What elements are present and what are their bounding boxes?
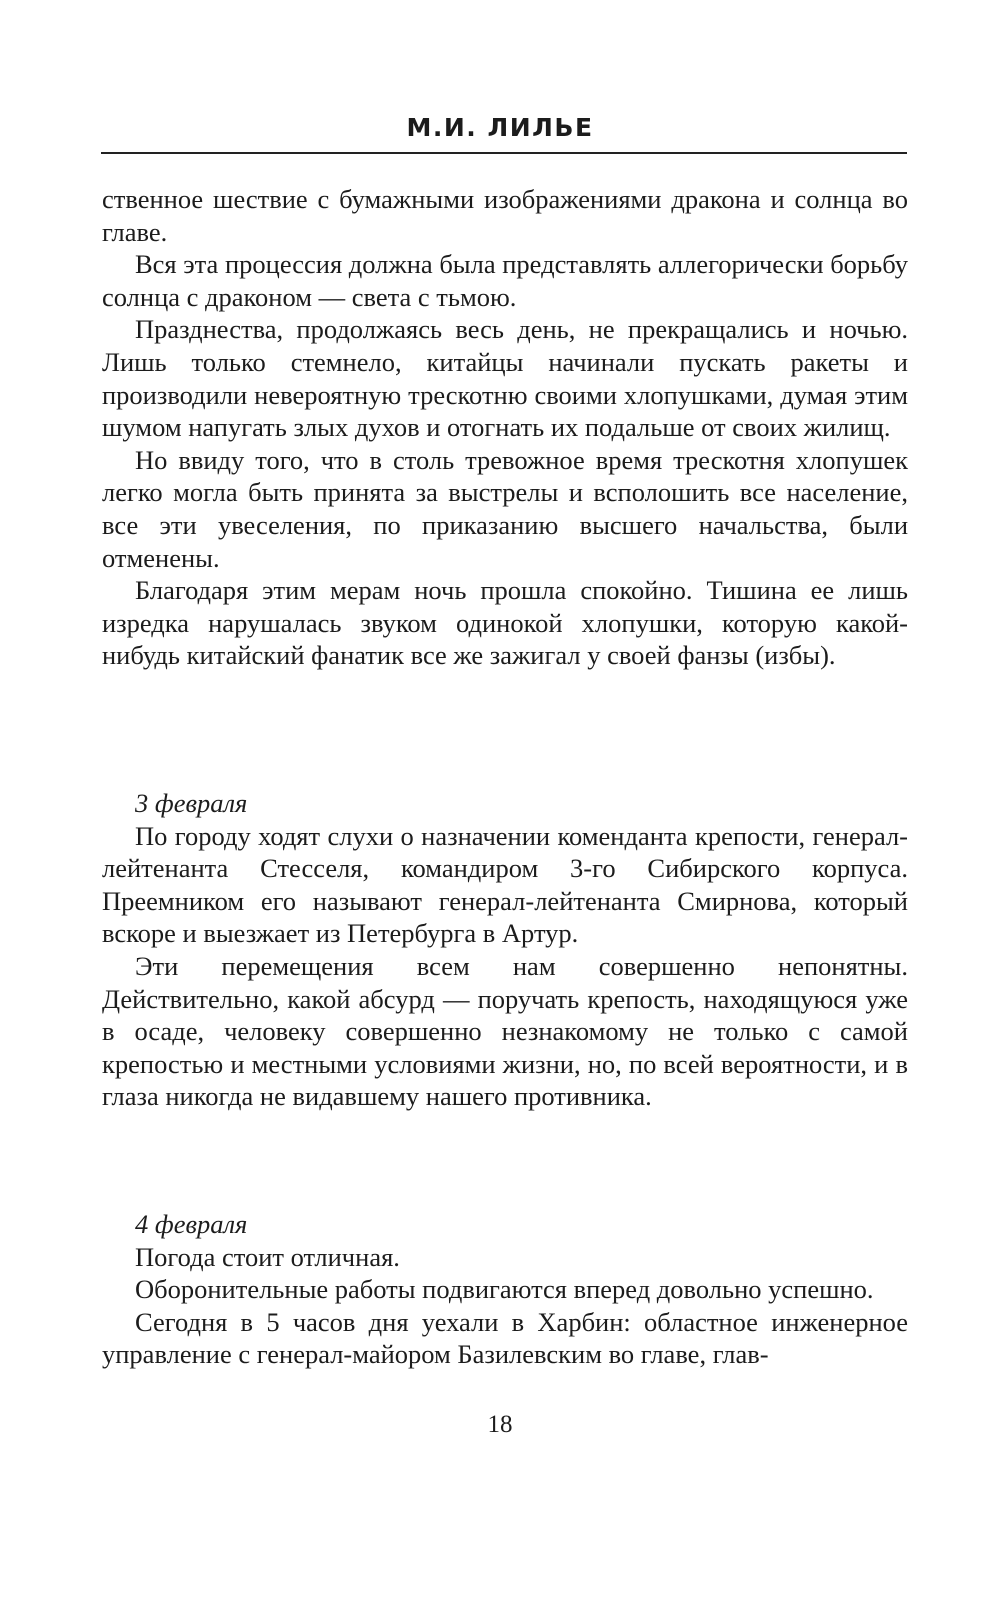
paragraph: По городу ходят слухи о назначении коменданта крепости, генерал-лейтенанта Стесселя, командиром 3-го Сибирского корпуса. Преемником его называют генерал-лейтенанта Смирнова, который вскоре и выезжает из Петербурга в Артур. bbox=[102, 820, 908, 949]
entry-date: 3 февраля bbox=[135, 788, 248, 818]
paragraph: Погода стоит отличная. bbox=[135, 1241, 400, 1272]
header-rule bbox=[101, 152, 907, 154]
paragraph: Празднества, продолжаясь весь день, не прекращались и ночью. Лишь только стемнело, китайцы начинали пускать ракеты и производили невероятную трескотню своими хлопушками, думая этим шумом напугать злых духов и отогнать их подальше от своих жилищ. bbox=[102, 314, 908, 443]
paragraph: Вся эта процессия должна была представлять аллегорически борьбу солнца с драконом — света с тьмою. bbox=[102, 249, 908, 312]
section-continuation bbox=[102, 183, 908, 672]
entry-date: 4 февраля bbox=[135, 1209, 248, 1239]
page-number: 18 bbox=[487, 1411, 513, 1438]
paragraph: ственное шествие с бумажными изображениями дракона и солнца во главе. bbox=[102, 184, 908, 247]
paragraph: Оборонительные работы подвигаются вперед довольно успешно. bbox=[135, 1274, 874, 1305]
paragraph: Благодаря этим мерам ночь прошла спокойно. Тишина ее лишь изредка нарушалась звуком одинокой хлопушки, которую какой-нибудь китайский фанатик все же зажигал у своей фанзы (избы). bbox=[102, 575, 908, 671]
paragraph: Но ввиду того, что в столь тревожное время трескотня хлопушек легко могла быть принята за выстрелы и всполошить все население, все эти увеселения, по приказанию высшего начальства, были отменены. bbox=[102, 444, 908, 573]
running-head: М.И. ЛИЛЬЕ bbox=[406, 113, 594, 142]
paragraph: Эти перемещения всем нам совершенно непонятны. Действительно, какой абсурд — поручать крепость, находящуюся уже в осаде, человеку совершенно незнакомому не только с самой крепостью и местными условиями жизни, но, по всей вероятности, и в глаза никогда не видавшему нашего противника. bbox=[102, 950, 908, 1112]
diary-entry-feb-3 bbox=[102, 787, 908, 1113]
paragraph: Сегодня в 5 часов дня уехали в Харбин: областное инженерное управление с генерал-майором Базилевским во главе, глав- bbox=[102, 1306, 908, 1370]
diary-entry-feb-4 bbox=[102, 1208, 908, 1371]
